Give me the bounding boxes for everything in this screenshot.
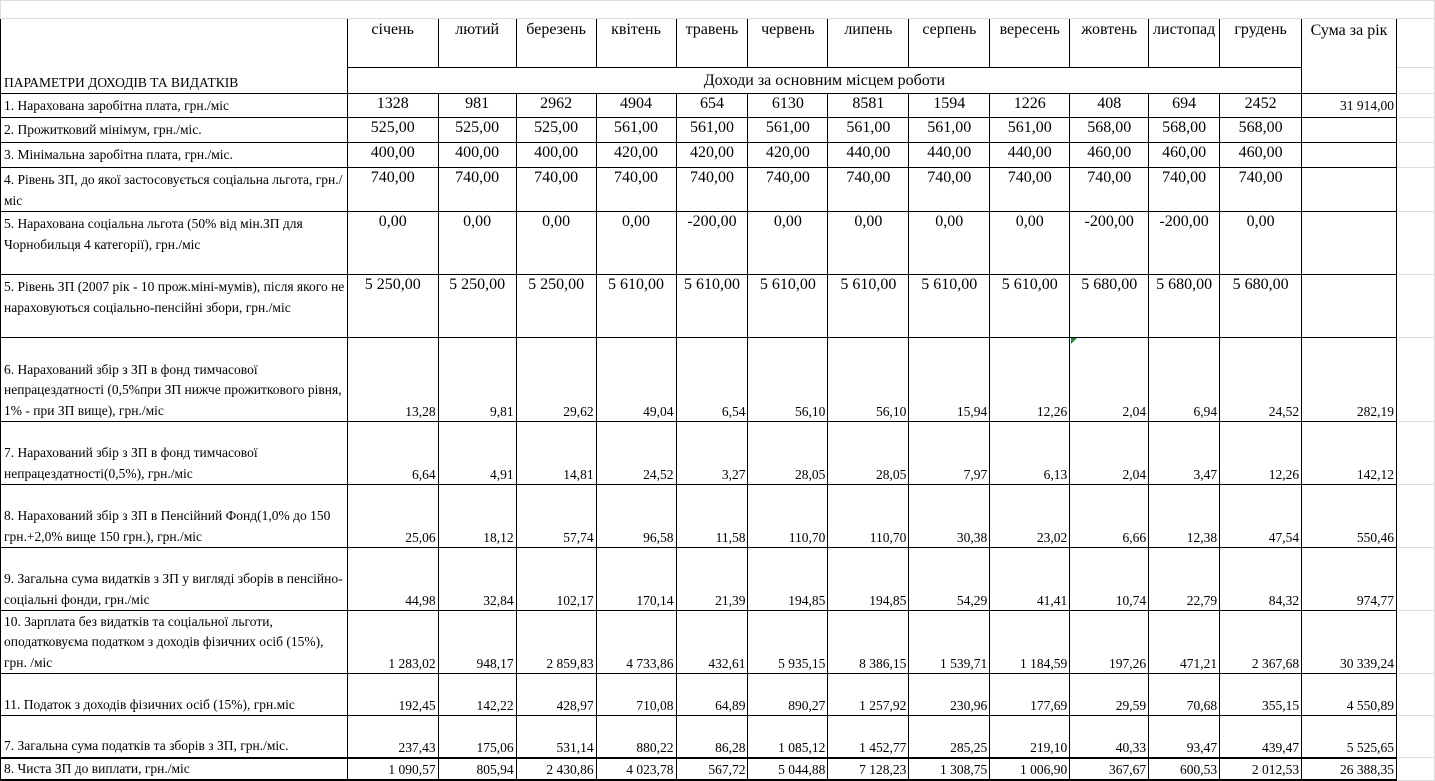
total-cell[interactable] (1302, 212, 1397, 275)
value-cell[interactable]: 531,14 (516, 716, 596, 758)
value-cell[interactable]: 1328 (347, 94, 438, 118)
value-cell[interactable]: 86,28 (676, 716, 748, 758)
value-cell[interactable]: 7,97 (909, 422, 990, 485)
value-cell[interactable]: 142,22 (438, 674, 516, 716)
row-label[interactable]: 1. Нарахована заробітна плата, грн./міс (1, 94, 348, 118)
value-cell[interactable]: 15,94 (909, 338, 990, 422)
value-cell[interactable]: 740,00 (596, 168, 676, 212)
row-label[interactable]: 7. Нарахований збір з ЗП в фонд тимчасової непрацездатності(0,5%), грн./міс (1, 422, 348, 485)
value-cell[interactable]: 6,13 (990, 422, 1070, 485)
value-cell[interactable]: 428,97 (516, 674, 596, 716)
value-cell[interactable]: 14,81 (516, 422, 596, 485)
month-header-10[interactable]: жовтень (1070, 19, 1149, 68)
total-cell[interactable]: 550,46 (1302, 485, 1397, 548)
value-cell[interactable]: 110,70 (828, 485, 909, 548)
value-cell[interactable]: 4 023,78 (596, 758, 676, 781)
row-label[interactable]: 9. Загальна сума видатків з ЗП у вигляді зборів в пенсійно-соціальні фонди, грн./міс (1, 548, 348, 611)
empty-cell[interactable] (1396, 143, 1434, 168)
row-label[interactable]: 5. Рівень ЗП (2007 рік - 10 прож.міні-мумів), після якого не нараховуються соціально-пенсійні збори, грн./міс (1, 275, 348, 338)
value-cell[interactable]: 1 308,75 (909, 758, 990, 781)
value-cell[interactable]: 0,00 (596, 212, 676, 275)
value-cell[interactable]: 694 (1149, 94, 1220, 118)
row-label[interactable]: 10. Зарплата без видатків та соціальної льготи, оподатковуєма податком з доходів фізичних осіб (15%), грн. /міс (1, 611, 348, 674)
value-cell[interactable]: 440,00 (909, 143, 990, 168)
value-cell[interactable]: 600,53 (1149, 758, 1220, 781)
table-row (1, 94, 1435, 118)
empty-cell[interactable] (1396, 168, 1434, 212)
value-cell[interactable]: 56,10 (748, 338, 828, 422)
value-cell[interactable]: 561,00 (828, 118, 909, 143)
value-cell[interactable]: 6,66 (1070, 485, 1149, 548)
value-cell[interactable]: 22,79 (1149, 548, 1220, 611)
month-header-7[interactable]: липень (828, 19, 909, 68)
value-cell[interactable]: 740,00 (438, 168, 516, 212)
value-cell[interactable]: 1 006,90 (990, 758, 1070, 781)
value-cell[interactable]: 1 452,77 (828, 716, 909, 758)
value-cell[interactable]: 1 085,12 (748, 716, 828, 758)
value-cell[interactable]: 12,26 (990, 338, 1070, 422)
table-row (1, 338, 1435, 422)
table-row (1, 275, 1435, 338)
value-cell[interactable]: 56,10 (828, 338, 909, 422)
value-cell[interactable]: 1 257,92 (828, 674, 909, 716)
value-cell[interactable]: 0,00 (990, 212, 1070, 275)
value-cell[interactable]: 740,00 (516, 168, 596, 212)
value-cell[interactable]: 400,00 (347, 143, 438, 168)
value-cell[interactable]: 285,25 (909, 716, 990, 758)
total-cell[interactable]: 4 550,89 (1302, 674, 1397, 716)
month-header-8[interactable]: серпень (909, 19, 990, 68)
table-row (1, 674, 1435, 716)
value-cell[interactable]: 1 539,71 (909, 611, 990, 674)
empty-cell[interactable] (1396, 338, 1434, 422)
value-cell[interactable]: 0,00 (909, 212, 990, 275)
value-cell[interactable]: 29,59 (1070, 674, 1149, 716)
table-row (1, 422, 1435, 485)
month-header-9[interactable]: вересень (990, 19, 1070, 68)
row-label[interactable]: 8. Чиста ЗП до виплати, грн./міс (1, 758, 348, 781)
value-cell[interactable]: 740,00 (1070, 168, 1149, 212)
sum-header[interactable]: Сума за рік (1302, 19, 1397, 94)
table-row (1, 143, 1435, 168)
value-cell[interactable]: 237,43 (347, 716, 438, 758)
value-cell[interactable]: 1226 (990, 94, 1070, 118)
value-cell[interactable]: 29,62 (516, 338, 596, 422)
table-row (1, 758, 1435, 781)
value-cell[interactable]: 110,70 (748, 485, 828, 548)
empty-cell[interactable] (1396, 422, 1434, 485)
value-cell[interactable]: 1 090,57 (347, 758, 438, 781)
value-cell[interactable]: 7 128,23 (828, 758, 909, 781)
value-cell[interactable]: 1 184,59 (990, 611, 1070, 674)
month-header-6[interactable]: червень (748, 19, 828, 68)
value-cell[interactable]: 4,91 (438, 422, 516, 485)
value-cell[interactable]: 740,00 (909, 168, 990, 212)
value-cell[interactable]: 420,00 (596, 143, 676, 168)
value-cell[interactable]: 230,96 (909, 674, 990, 716)
value-cell[interactable]: 568,00 (1070, 118, 1149, 143)
value-cell[interactable]: 439,47 (1220, 716, 1302, 758)
value-cell[interactable]: 23,02 (990, 485, 1070, 548)
value-cell[interactable]: 561,00 (596, 118, 676, 143)
value-cell[interactable]: 32,84 (438, 548, 516, 611)
month-header-4[interactable]: квітень (596, 19, 676, 68)
empty-cell[interactable] (1396, 275, 1434, 338)
row-label[interactable]: 8. Нарахований збір з ЗП в Пенсійний Фонд(1,0% до 150 грн.+2,0% вище 150 грн.), грн./міс (1, 485, 348, 548)
value-cell[interactable]: 2962 (516, 94, 596, 118)
value-cell[interactable]: 440,00 (828, 143, 909, 168)
value-cell[interactable]: 10,74 (1070, 548, 1149, 611)
value-cell[interactable]: 93,47 (1149, 716, 1220, 758)
total-cell[interactable]: 282,19 (1302, 338, 1397, 422)
value-cell[interactable]: 192,45 (347, 674, 438, 716)
value-cell[interactable]: 890,27 (748, 674, 828, 716)
value-cell[interactable]: 3,27 (676, 422, 748, 485)
value-cell[interactable]: 525,00 (438, 118, 516, 143)
total-cell[interactable] (1302, 143, 1397, 168)
value-cell[interactable]: 420,00 (676, 143, 748, 168)
value-cell[interactable]: 568,00 (1220, 118, 1302, 143)
value-cell[interactable]: 49,04 (596, 338, 676, 422)
value-cell[interactable]: 64,89 (676, 674, 748, 716)
row-label[interactable]: 5. Нарахована соціальна льгота (50% від мін.ЗП для Чорнобильця 4 категорії), грн./міс (1, 212, 348, 275)
value-cell[interactable]: 5 610,00 (676, 275, 748, 338)
value-cell[interactable]: 561,00 (676, 118, 748, 143)
value-cell[interactable]: 6,64 (347, 422, 438, 485)
value-cell[interactable]: 5 935,15 (748, 611, 828, 674)
value-cell[interactable]: 194,85 (748, 548, 828, 611)
value-cell[interactable]: 2,04 (1070, 338, 1149, 422)
month-header-12[interactable]: грудень (1220, 19, 1302, 68)
value-cell[interactable]: 2 430,86 (516, 758, 596, 781)
value-cell[interactable]: 6130 (748, 94, 828, 118)
value-cell[interactable]: 0,00 (828, 212, 909, 275)
value-cell[interactable]: 740,00 (748, 168, 828, 212)
value-cell[interactable]: 561,00 (909, 118, 990, 143)
value-cell[interactable]: 28,05 (828, 422, 909, 485)
value-cell[interactable]: 5 610,00 (828, 275, 909, 338)
value-cell[interactable]: 2,04 (1070, 422, 1149, 485)
total-cell[interactable]: 5 525,65 (1302, 716, 1397, 758)
total-cell[interactable] (1302, 275, 1397, 338)
row-label[interactable]: 2. Прожитковий мінімум, грн./міс. (1, 118, 348, 143)
value-cell[interactable]: 880,22 (596, 716, 676, 758)
value-cell[interactable]: 41,41 (990, 548, 1070, 611)
value-cell[interactable]: 525,00 (516, 118, 596, 143)
value-cell[interactable]: 70,68 (1149, 674, 1220, 716)
value-cell[interactable]: 460,00 (1220, 143, 1302, 168)
value-cell[interactable]: 0,00 (347, 212, 438, 275)
value-cell[interactable]: 5 680,00 (1149, 275, 1220, 338)
value-cell[interactable]: 1594 (909, 94, 990, 118)
value-cell[interactable]: 13,28 (347, 338, 438, 422)
value-cell[interactable]: 5 680,00 (1070, 275, 1149, 338)
value-cell[interactable]: 170,14 (596, 548, 676, 611)
row-label[interactable]: 4. Рівень ЗП, до якої застосовується соціальна льгота, грн./міс (1, 168, 348, 212)
value-cell[interactable]: 420,00 (748, 143, 828, 168)
value-cell[interactable]: 408 (1070, 94, 1149, 118)
value-cell[interactable]: 28,05 (748, 422, 828, 485)
value-cell[interactable]: 355,15 (1220, 674, 1302, 716)
value-cell[interactable]: 0,00 (748, 212, 828, 275)
table-row (1, 611, 1435, 674)
value-cell[interactable]: 102,17 (516, 548, 596, 611)
value-cell[interactable]: 6,54 (676, 338, 748, 422)
value-cell[interactable]: 525,00 (347, 118, 438, 143)
value-cell[interactable]: 44,98 (347, 548, 438, 611)
total-cell[interactable] (1302, 118, 1397, 143)
value-cell[interactable]: 12,38 (1149, 485, 1220, 548)
total-cell[interactable] (1302, 168, 1397, 212)
value-cell[interactable]: 4904 (596, 94, 676, 118)
value-cell[interactable]: 0,00 (438, 212, 516, 275)
value-cell[interactable]: 96,58 (596, 485, 676, 548)
row-label[interactable]: 11. Податок з доходів фізичних осіб (15%), грн.міс (1, 674, 348, 716)
value-cell[interactable]: 400,00 (516, 143, 596, 168)
value-cell[interactable]: 194,85 (828, 548, 909, 611)
value-cell[interactable]: 25,06 (347, 485, 438, 548)
month-header-11[interactable]: листопад (1149, 19, 1220, 68)
table-row (1, 118, 1435, 143)
value-cell[interactable]: 432,61 (676, 611, 748, 674)
value-cell[interactable]: 710,08 (596, 674, 676, 716)
total-cell[interactable]: 26 388,35 (1302, 758, 1397, 781)
value-cell[interactable]: 219,10 (990, 716, 1070, 758)
empty-cell[interactable] (1396, 716, 1434, 758)
value-cell[interactable]: 561,00 (748, 118, 828, 143)
empty-cell[interactable] (1396, 674, 1434, 716)
value-cell[interactable]: 5 250,00 (516, 275, 596, 338)
total-cell[interactable]: 31 914,00 (1302, 94, 1397, 118)
row-label[interactable]: 6. Нарахований збір з ЗП в фонд тимчасової непрацездатності (0,5%при ЗП нижче прожиткового рівня, 1% - при ЗП вище), грн./міс (1, 338, 348, 422)
value-cell[interactable]: 24,52 (1220, 338, 1302, 422)
empty-cell[interactable] (1396, 212, 1434, 275)
value-cell[interactable]: 5 044,88 (748, 758, 828, 781)
value-cell[interactable]: 1 283,02 (347, 611, 438, 674)
section-title[interactable]: Доходи за основним місцем роботи (347, 68, 1301, 94)
empty-cell[interactable] (1396, 118, 1434, 143)
value-cell[interactable]: 5 250,00 (347, 275, 438, 338)
month-header-5[interactable]: травень (676, 19, 748, 68)
value-cell[interactable]: 2 859,83 (516, 611, 596, 674)
value-cell[interactable]: 6,94 (1149, 338, 1220, 422)
value-cell[interactable]: -200,00 (1070, 212, 1149, 275)
value-cell[interactable]: 948,17 (438, 611, 516, 674)
value-cell[interactable]: 8 386,15 (828, 611, 909, 674)
month-header-1[interactable]: січень (347, 19, 438, 68)
value-cell[interactable]: 5 250,00 (438, 275, 516, 338)
value-cell[interactable]: 740,00 (1220, 168, 1302, 212)
cell-comment-marker (1071, 338, 1077, 344)
value-cell[interactable]: 740,00 (1149, 168, 1220, 212)
value-cell[interactable]: 21,39 (676, 548, 748, 611)
value-cell[interactable]: 805,94 (438, 758, 516, 781)
value-cell[interactable]: 5 610,00 (990, 275, 1070, 338)
value-cell[interactable]: 740,00 (676, 168, 748, 212)
value-cell[interactable]: 460,00 (1149, 143, 1220, 168)
value-cell[interactable]: 740,00 (347, 168, 438, 212)
value-cell[interactable]: 2 367,68 (1220, 611, 1302, 674)
value-cell[interactable]: 57,74 (516, 485, 596, 548)
table-row (1, 485, 1435, 548)
value-cell[interactable]: 40,33 (1070, 716, 1149, 758)
empty-cell[interactable] (1396, 485, 1434, 548)
empty-cell[interactable] (1396, 94, 1434, 118)
header-label-cell[interactable]: ПАРАМЕТРИ ДОХОДІВ ТА ВИДАТКІВ (1, 19, 348, 94)
value-cell[interactable]: 12,26 (1220, 422, 1302, 485)
value-cell[interactable]: 460,00 (1070, 143, 1149, 168)
value-cell[interactable]: 400,00 (438, 143, 516, 168)
value-cell[interactable]: 84,32 (1220, 548, 1302, 611)
value-cell[interactable]: -200,00 (1149, 212, 1220, 275)
value-cell[interactable]: 568,00 (1149, 118, 1220, 143)
value-cell[interactable]: 981 (438, 94, 516, 118)
value-cell[interactable]: 30,38 (909, 485, 990, 548)
table-row (1, 716, 1435, 758)
table-row (1, 212, 1435, 275)
value-cell[interactable]: 9,81 (438, 338, 516, 422)
empty-cell[interactable] (1396, 611, 1434, 674)
total-cell[interactable]: 974,77 (1302, 548, 1397, 611)
value-cell[interactable]: 2 012,53 (1220, 758, 1302, 781)
value-cell[interactable]: 471,21 (1149, 611, 1220, 674)
value-cell[interactable]: 177,69 (990, 674, 1070, 716)
value-cell[interactable]: 3,47 (1149, 422, 1220, 485)
empty-cell[interactable] (1396, 548, 1434, 611)
value-cell[interactable]: 5 610,00 (748, 275, 828, 338)
value-cell[interactable]: 5 680,00 (1220, 275, 1302, 338)
total-cell[interactable]: 30 339,24 (1302, 611, 1397, 674)
value-cell[interactable]: 567,72 (676, 758, 748, 781)
empty-cell[interactable] (1396, 758, 1434, 781)
value-cell[interactable]: 654 (676, 94, 748, 118)
value-cell[interactable]: 4 733,86 (596, 611, 676, 674)
value-cell[interactable]: 0,00 (1220, 212, 1302, 275)
value-cell[interactable]: 2452 (1220, 94, 1302, 118)
value-cell[interactable]: 5 610,00 (596, 275, 676, 338)
value-cell[interactable]: 440,00 (990, 143, 1070, 168)
table-row (1, 548, 1435, 611)
value-cell[interactable]: 54,29 (909, 548, 990, 611)
value-cell[interactable]: 8581 (828, 94, 909, 118)
value-cell[interactable]: 47,54 (1220, 485, 1302, 548)
value-cell[interactable]: 0,00 (516, 212, 596, 275)
row-label[interactable]: 3. Мінімальна заробітна плата, грн./міс. (1, 143, 348, 168)
value-cell[interactable]: 11,58 (676, 485, 748, 548)
value-cell[interactable]: 175,06 (438, 716, 516, 758)
total-cell[interactable]: 142,12 (1302, 422, 1397, 485)
value-cell[interactable]: 197,26 (1070, 611, 1149, 674)
month-header-3[interactable]: березень (516, 19, 596, 68)
value-cell[interactable]: 740,00 (828, 168, 909, 212)
value-cell[interactable]: 740,00 (990, 168, 1070, 212)
value-cell[interactable]: 367,67 (1070, 758, 1149, 781)
value-cell[interactable]: 24,52 (596, 422, 676, 485)
month-header-2[interactable]: лютий (438, 19, 516, 68)
value-cell[interactable]: -200,00 (676, 212, 748, 275)
row-label[interactable]: 7. Загальна сума податків та зборів з ЗП, грн./міс. (1, 716, 348, 758)
value-cell[interactable]: 561,00 (990, 118, 1070, 143)
value-cell[interactable]: 5 610,00 (909, 275, 990, 338)
table-row (1, 168, 1435, 212)
value-cell[interactable]: 18,12 (438, 485, 516, 548)
